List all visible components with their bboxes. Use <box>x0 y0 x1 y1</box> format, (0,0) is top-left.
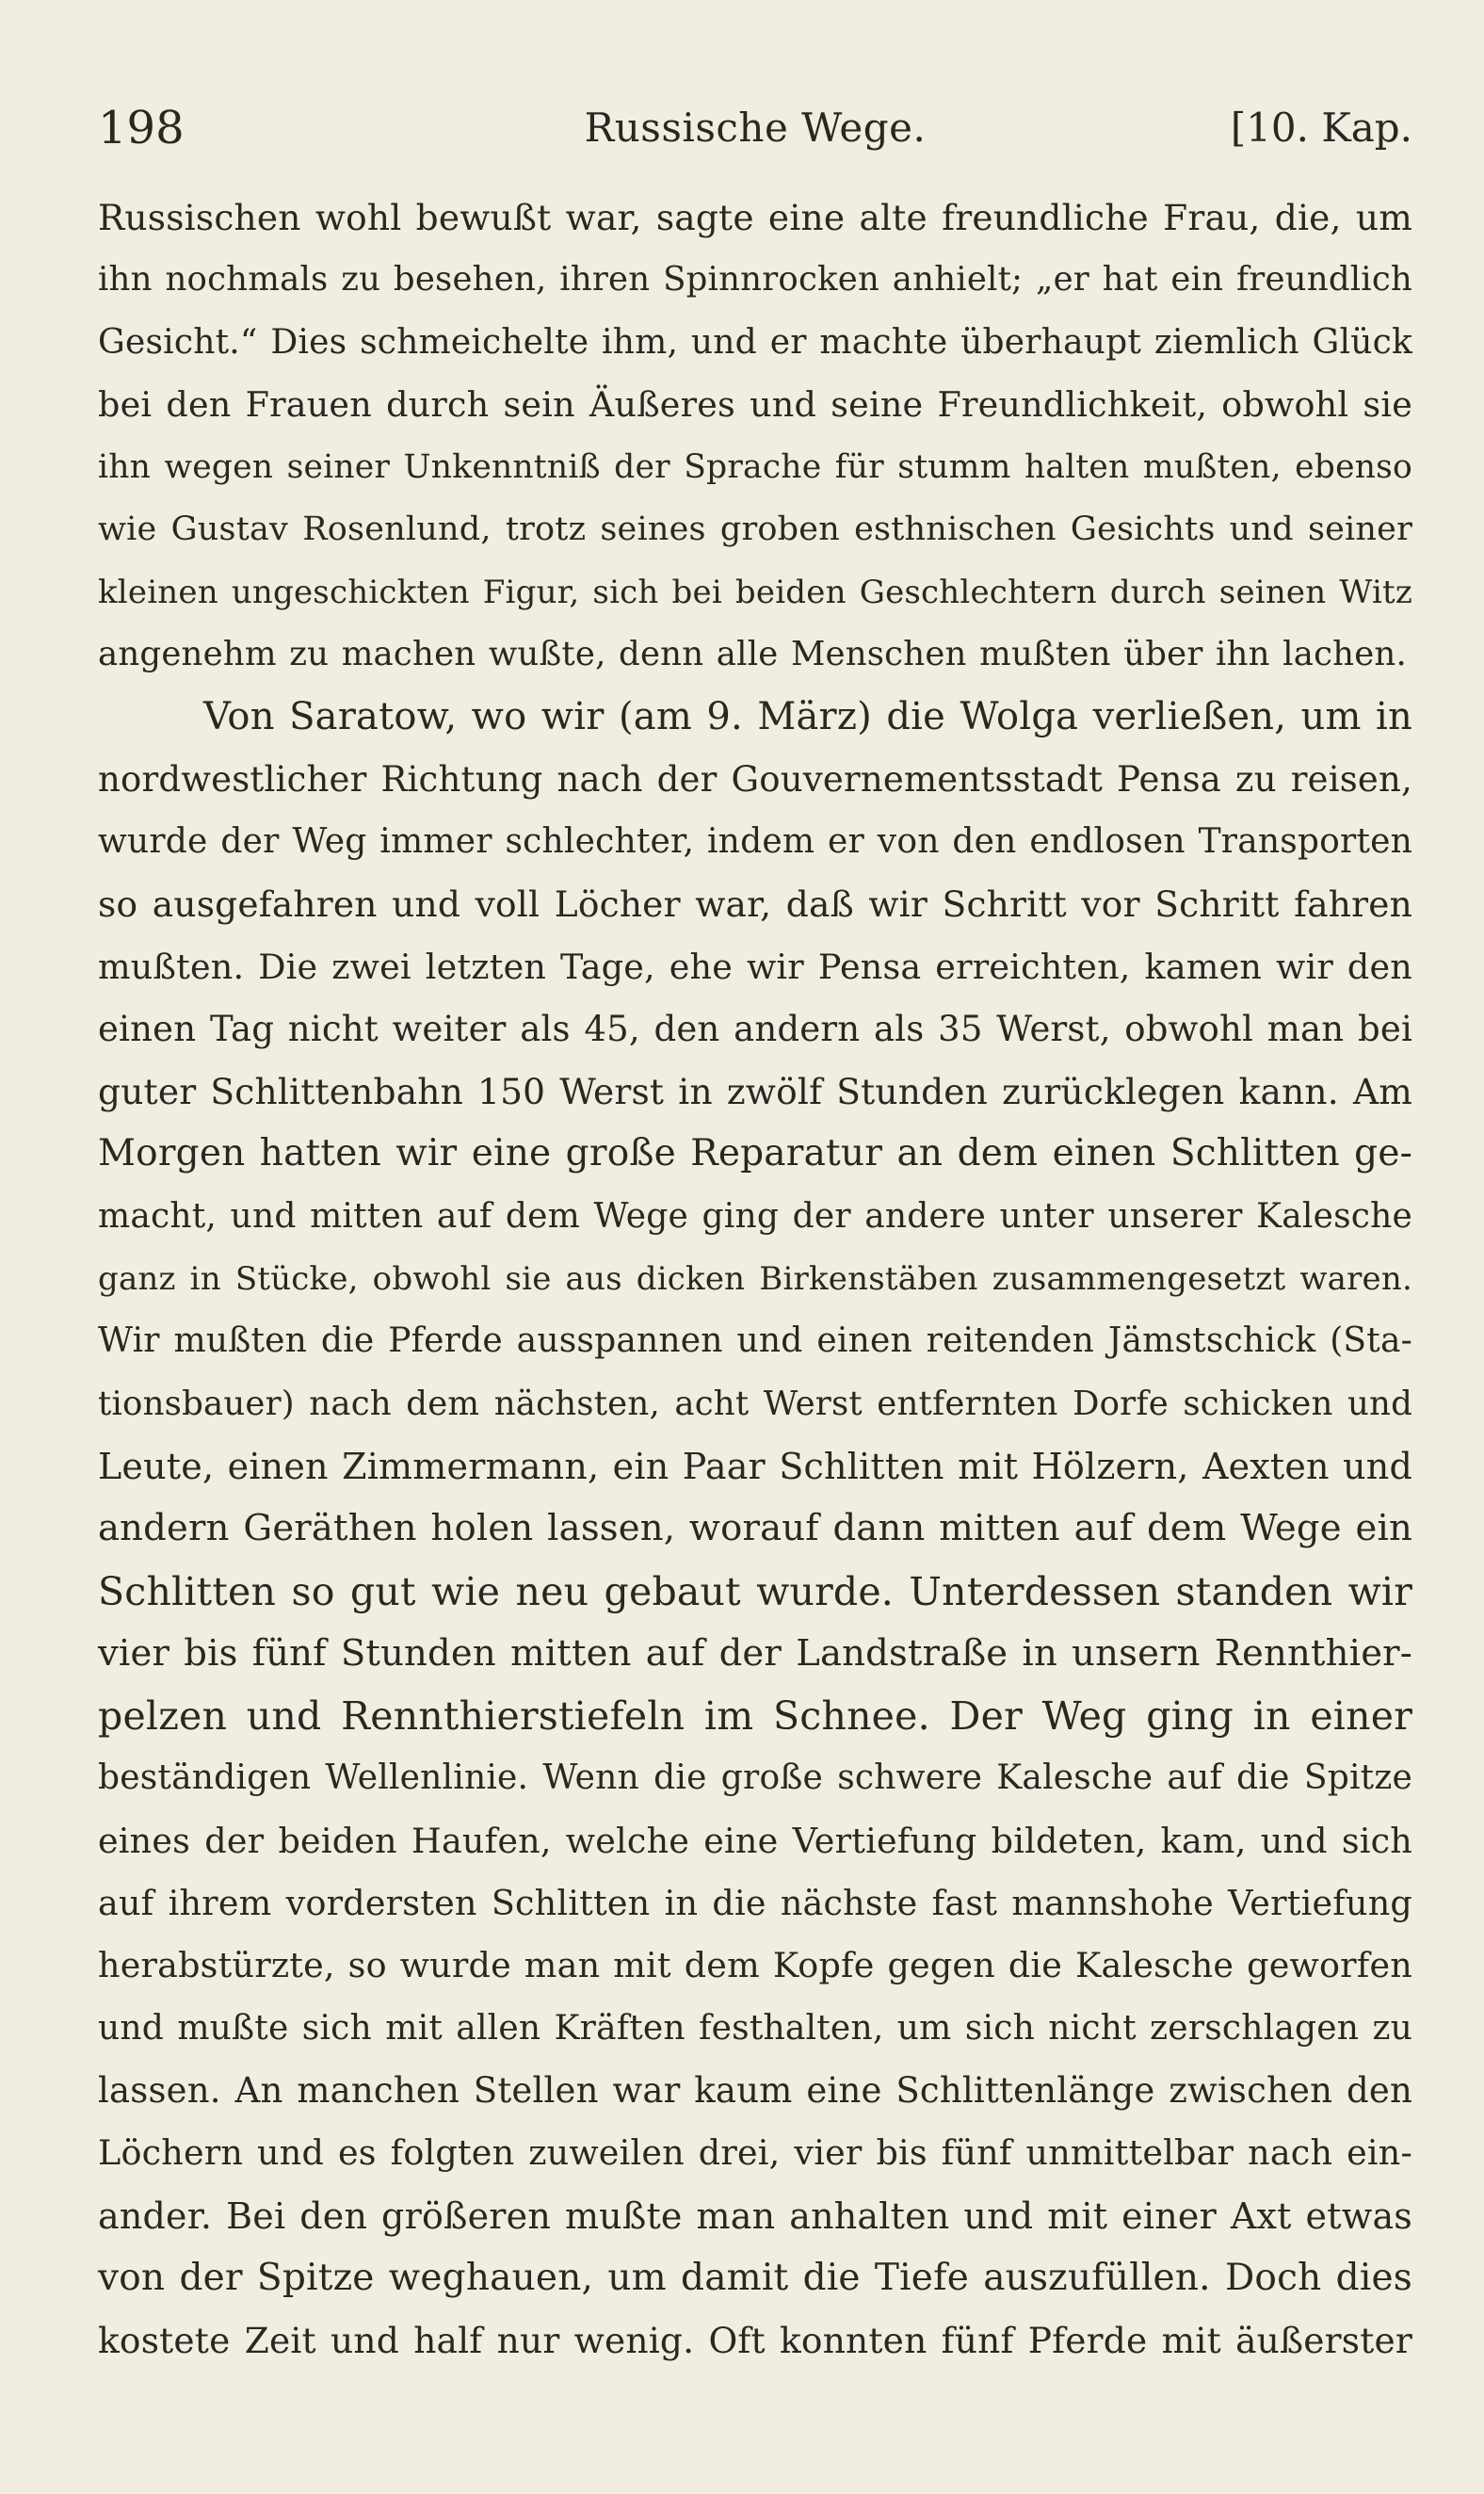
text-line: vier bis fünf Stunden mitten auf der Landstraße in unsern Rennthier- <box>98 1631 1412 1675</box>
text-line: Leute, einen Zimmermann, ein Paar Schlitten mit Hölzern, Aexten und <box>98 1445 1412 1487</box>
text-line: andern Geräthen holen lassen, worauf dann mitten auf dem Wege ein <box>98 1507 1412 1550</box>
text-line: nordwestlicher Richtung nach der Gouvernementsstadt Pensa zu reisen, <box>98 758 1412 800</box>
text-line: auf ihrem vordersten Schlitten in die nächste fast mannshohe Vertiefung <box>98 1883 1412 1924</box>
text-line: so ausgefahren und voll Löcher war, daß wir Schritt vor Schritt fahren <box>98 883 1412 926</box>
text-line: beständigen Wellenlinie. Wenn die große schwere Kalesche auf die Spitze <box>98 1758 1412 1798</box>
body-text <box>98 186 1412 2409</box>
text-line: mußten. Die zwei letzten Tage, ehe wir Pensa erreichten, kamen wir den <box>98 946 1412 987</box>
text-line: Morgen hatten wir eine große Reparatur an dem einen Schlitten ge- <box>98 1132 1412 1175</box>
paragraph-start-line: Von Saratow, wo wir (am 9. März) die Wolga verließen, um in <box>203 695 1412 739</box>
chapter-label: [10. Kap. <box>1230 105 1412 151</box>
text-line: wie Gustav Rosenlund, trotz seines groben esthnischen Gesichts und seiner <box>98 510 1412 549</box>
text-line: von der Spitze weghauen, um damit die Tiefe auszufüllen. Doch dies <box>98 2256 1412 2299</box>
text-line: macht, und mitten auf dem Wege ging der andere unter unserer Kalesche <box>98 1196 1412 1236</box>
text-line: guter Schlittenbahn 150 Werst in zwölf Stunden zurücklegen kann. Am <box>98 1071 1412 1113</box>
page-number: 198 <box>98 102 185 154</box>
text-line: pelzen und Rennthierstiefeln im Schnee. Der Weg ging in einer <box>98 1693 1412 1740</box>
text-line: ander. Bei den größeren mußte man anhalten und mit einer Axt etwas <box>98 2194 1412 2237</box>
text-line: Wir mußten die Pferde ausspannen und einen reitenden Jämstschick (Sta- <box>98 1321 1412 1361</box>
text-line: angenehm zu machen wußte, denn alle Menschen mußten über ihn lachen. <box>98 635 1407 674</box>
page-header <box>98 94 1412 160</box>
running-title: Russische Wege. <box>584 105 927 151</box>
text-line: einen Tag nicht weiter als 45, den andern als 35 Werst, obwohl man bei <box>98 1008 1412 1049</box>
text-line: Gesicht.“ Dies schmeichelte ihm, und er machte überhaupt ziemlich Glück <box>98 322 1412 362</box>
text-line: eines der beiden Haufen, welche eine Vertiefung bildeten, kam, und sich <box>98 1820 1412 1861</box>
text-line: lassen. An manchen Stellen war kaum eine Schlittenlänge zwischen den <box>98 2069 1412 2111</box>
text-line: ihn nochmals zu besehen, ihren Spinnrocken anhielt; „er hat ein freundlich <box>98 260 1412 300</box>
text-line: ganz in Stücke, obwohl sie aus dicken Birkenstäben zusammengesetzt waren. <box>98 1260 1412 1299</box>
text-line: Schlitten so gut wie neu gebaut wurde. Unterdessen standen wir <box>98 1568 1412 1614</box>
text-line: herabstürzte, so wurde man mit dem Kopfe gegen die Kalesche geworfen <box>98 1945 1412 1986</box>
text-line: Russischen wohl bewußt war, sagte eine alte freundliche Frau, die, um <box>98 197 1412 238</box>
text-line: Löchern und es folgten zuweilen drei, vier bis fünf unmittelbar nach ein- <box>98 2132 1412 2174</box>
text-line: tionsbauer) nach dem nächsten, acht Werst entfernten Dorfe schicken und <box>98 1384 1412 1423</box>
text-line: und mußte sich mit allen Kräften festhalten, um sich nicht zerschlagen zu <box>98 2008 1412 2048</box>
text-line: kleinen ungeschickten Figur, sich bei beiden Geschlechtern durch seinen Witz <box>98 573 1412 611</box>
text-line: ihn wegen seiner Unkenntniß der Sprache für stumm halten mußten, ebenso <box>98 448 1412 487</box>
text-line: bei den Frauen durch sein Äußeres und seine Freundlichkeit, obwohl sie <box>98 383 1412 425</box>
text-line: kostete Zeit und half nur wenig. Oft konnten fünf Pferde mit äußerster <box>98 2320 1412 2362</box>
text-line: wurde der Weg immer schlechter, indem er von den endlosen Transporten <box>98 821 1412 861</box>
